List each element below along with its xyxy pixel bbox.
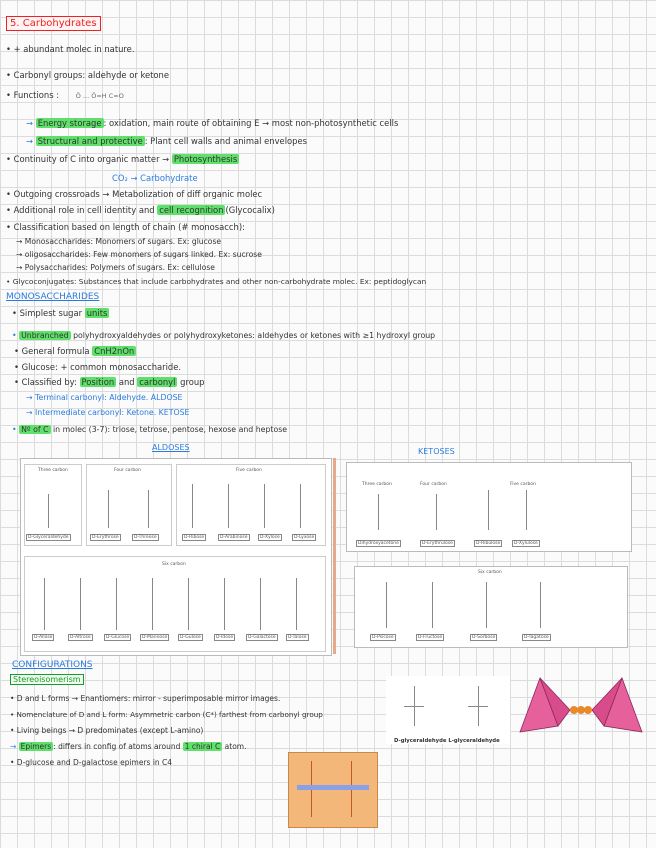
mono-classified bbox=[14, 377, 204, 388]
epimers-rest: atom. bbox=[224, 742, 247, 751]
structure-backbone bbox=[296, 578, 297, 630]
caption-d-xylulose: D-Xylulose bbox=[514, 541, 538, 546]
caption-d-fructose: D-Fructose bbox=[418, 635, 443, 640]
caption-d-sorbose: D-Sorbose bbox=[472, 635, 496, 640]
note-functions bbox=[6, 90, 124, 102]
mono-simplest bbox=[12, 308, 109, 319]
unbranched-rest: polyhydroxyaldehydes or polyhydroxyketones: aldehydes or ketones with ≥1 hydroxyl group bbox=[73, 331, 436, 340]
functions-label: • Functions : bbox=[6, 90, 60, 100]
caption-d-xylose: D-Xylose bbox=[260, 535, 280, 540]
c4-band bbox=[297, 785, 369, 790]
note-glycoconjugates: • Glycoconjugates: Substances that include carbohydrates and other non-carbohydrate molec. Ex: peptidoglycan bbox=[6, 277, 427, 286]
aldoses-label: ALDOSES bbox=[152, 443, 190, 452]
epimers-figure bbox=[288, 752, 378, 828]
mono-unbranched: • Unbranched polyhydroxyaldehydes or polyhydroxyketones: aldehydes or ketones with ≥1 hydroxyl group bbox=[12, 331, 436, 340]
note-continuity bbox=[6, 154, 239, 165]
note-oligosacch: → oligosaccharides: Few monomers of sugars linked. Ex: sucrose bbox=[16, 250, 262, 259]
caption-d-ribose: D-Ribose bbox=[184, 535, 205, 540]
tetrahedra-figure bbox=[512, 670, 650, 750]
structure-backbone bbox=[526, 490, 527, 530]
configurations-heading: CONFIGURATIONS bbox=[12, 660, 93, 670]
unbranched-highlight: Unbranched bbox=[21, 331, 69, 340]
photosynthesis-highlight: Photosynthesis bbox=[173, 154, 238, 164]
structure-backbone bbox=[108, 490, 109, 528]
note-classification: • Classification based on length of chain (# monosacch): bbox=[6, 222, 245, 232]
structure-backbone bbox=[300, 484, 301, 528]
structure-backbone bbox=[386, 582, 387, 628]
caption-d-allose: D-Allose bbox=[34, 635, 53, 640]
ketoses-figure-top bbox=[346, 462, 632, 552]
monosaccharides-heading: MONOSACCHARIDES bbox=[6, 292, 100, 302]
caption-d-psicose: D-Psicose bbox=[372, 635, 394, 640]
config-glucose-galactose: • D-glucose and D-galactose epimers in C4 bbox=[10, 758, 173, 767]
structure-backbone bbox=[148, 490, 149, 528]
note-carbonyl: • Carbonyl groups: aldehyde or ketone bbox=[6, 70, 170, 80]
page-title: 5. Carbohydrates bbox=[6, 16, 101, 31]
caption-d-glucose: D-Glucose bbox=[106, 635, 130, 640]
additional-rest: (Glycocalix) bbox=[225, 205, 275, 215]
mono-carbons: • Nº of C in molec (3-7): triose, tetrose, pentose, hexose and heptose bbox=[12, 425, 288, 434]
position-highlight: Position bbox=[81, 377, 115, 387]
caption-d-talose: D-Talose bbox=[288, 635, 307, 640]
formula-highlight: CnH2nOn bbox=[94, 346, 135, 356]
aldose-title-four: Four carbon bbox=[114, 468, 141, 473]
nc-highlight: Nº of C bbox=[21, 425, 49, 434]
simplest-prefix: • Simplest sugar bbox=[12, 308, 83, 318]
cell-recognition-highlight: cell recognition bbox=[159, 205, 224, 215]
caption-d-ribulose: D-Ribulose bbox=[476, 541, 501, 546]
functions-formula: Ö ... Ö=H C=O bbox=[75, 92, 124, 100]
caption-d-altrose: D-Altrose bbox=[70, 635, 91, 640]
caption-d-glyceraldehyde: D-Glyceraldehyde bbox=[28, 535, 69, 540]
structure-backbone bbox=[378, 494, 379, 530]
structure-backbone bbox=[80, 578, 81, 630]
note-co2: CO₂ → Carbohydrate bbox=[112, 173, 198, 183]
structure-backbone bbox=[48, 494, 49, 528]
carbonyl-highlight: carbonyl bbox=[139, 377, 176, 387]
classified-suffix: group bbox=[180, 377, 205, 387]
classified-prefix: • Classified by: bbox=[14, 377, 77, 387]
note-outgoing: • Outgoing crossroads → Metabolization of diff organic molec bbox=[6, 189, 263, 199]
structure-backbone bbox=[488, 490, 489, 530]
ketose-title-three: Three carbon bbox=[362, 482, 392, 487]
epimers-mid: : differs in config of atoms around bbox=[53, 742, 181, 751]
mono-glucose: • Glucose: + common monosaccharide. bbox=[14, 362, 182, 372]
structural-rest: : Plant cell walls and animal envelopes bbox=[144, 136, 307, 146]
aldoses-ketoses-divider bbox=[333, 458, 336, 654]
continuity-prefix: • Continuity of C into organic matter → bbox=[6, 154, 170, 164]
note-polysacch: → Polysaccharides: Polymers of sugars. Ex: cellulose bbox=[16, 263, 215, 272]
ketose-title-four: Four carbon bbox=[420, 482, 447, 487]
caption-d-arabinose: D-Arabinose bbox=[220, 535, 248, 540]
ketoses-label: KETOSES bbox=[418, 447, 455, 456]
structure-backbone bbox=[264, 484, 265, 528]
config-epimers: → Epimers : differs in config of atoms around 1 chiral C atom. bbox=[10, 742, 247, 751]
nc-rest: in molec (3-7): triose, tetrose, pentose, hexose and heptose bbox=[53, 425, 288, 434]
structure-bond bbox=[404, 706, 424, 707]
atom bbox=[584, 706, 592, 714]
structure-backbone bbox=[436, 494, 437, 530]
structure-backbone bbox=[188, 578, 189, 630]
aldose-title-three: Three carbon bbox=[38, 468, 68, 473]
structure-backbone bbox=[260, 578, 261, 630]
aldose-title-six: Six carbon bbox=[162, 562, 186, 567]
structure-backbone bbox=[540, 582, 541, 628]
mono-ketose: → Intermediate carbonyl: Ketone. KETOSE bbox=[26, 408, 190, 417]
structure-backbone bbox=[224, 578, 225, 630]
caption-dihydroxyacetone: Dihydroxyacetone bbox=[358, 541, 399, 546]
glyceraldehyde-caption: D-glyceraldehyde L-glyceraldehyde bbox=[394, 738, 500, 744]
caption-d-lyxose: D-Lyxose bbox=[294, 535, 315, 540]
caption-d-tagatose: D-Tagatose bbox=[524, 635, 549, 640]
structure-backbone bbox=[228, 484, 229, 528]
mono-formula bbox=[14, 346, 136, 357]
config-living-beings: • Living beings → D predominates (except L-amino) bbox=[10, 726, 204, 735]
caption-d-gulose: D-Gulose bbox=[180, 635, 201, 640]
epimers-highlight: Epimers bbox=[20, 742, 52, 751]
additional-prefix: • Additional role in cell identity and bbox=[6, 205, 155, 215]
caption-d-erythrulose: D-Erythrulose bbox=[422, 541, 453, 546]
config-enantiomers: • D and L forms → Enantiomers: mirror - superimposable mirror images. bbox=[10, 694, 281, 703]
caption-d-threose: D-Threose bbox=[134, 535, 157, 540]
structure-backbone bbox=[192, 484, 193, 528]
classified-and: and bbox=[118, 377, 135, 387]
structure-backbone bbox=[432, 582, 433, 628]
structural-highlight: Structural and protective bbox=[37, 136, 143, 146]
structure-bond bbox=[468, 706, 488, 707]
mono-aldose: → Terminal carbonyl: Aldehyde. ALDOSE bbox=[26, 393, 183, 402]
stereoisomerism-label: Stereoisomerism bbox=[10, 674, 84, 685]
caption-d-idose: D-Idose bbox=[216, 635, 234, 640]
atom bbox=[570, 706, 578, 714]
note-energy: → Energy storage : oxidation, main route of obtaining E → most non-photosynthetic cells bbox=[26, 118, 399, 128]
config-nomenclature: • Nomenclature of D and L form: Asymmetric carbon (C*) farthest from carbonyl group bbox=[10, 710, 323, 719]
caption-d-mannose: D-Mannose bbox=[142, 635, 168, 640]
note-additional bbox=[6, 205, 275, 216]
structure-backbone bbox=[44, 578, 45, 630]
aldose-title-five: Five carbon bbox=[236, 468, 262, 473]
energy-rest: : oxidation, main route of obtaining E → most non-photosynthetic cells bbox=[103, 118, 399, 128]
glyceraldehyde-figure bbox=[386, 676, 510, 744]
structure-backbone bbox=[486, 582, 487, 628]
note-monosacch: → Monosaccharides: Monomers of sugars. Ex: glucose bbox=[16, 237, 222, 246]
caption-d-erythrose: D-Erythrose bbox=[92, 535, 119, 540]
atom bbox=[577, 706, 585, 714]
energy-storage-highlight: Energy storage bbox=[37, 118, 102, 128]
note-structural: → Structural and protective : Plant cell walls and animal envelopes bbox=[26, 136, 307, 146]
formula-prefix: • General formula bbox=[14, 346, 90, 356]
note-abundance: • + abundant molec in nature. bbox=[6, 44, 135, 54]
chiral-highlight: 1 chiral C bbox=[184, 742, 221, 751]
caption-d-galactose: D-Galactose bbox=[248, 635, 276, 640]
units-highlight: units bbox=[86, 308, 108, 318]
ketose-title-five: Five carbon bbox=[510, 482, 536, 487]
ketose-title-six: Six carbon bbox=[478, 570, 502, 575]
structure-backbone bbox=[152, 578, 153, 630]
structure-backbone bbox=[116, 578, 117, 630]
